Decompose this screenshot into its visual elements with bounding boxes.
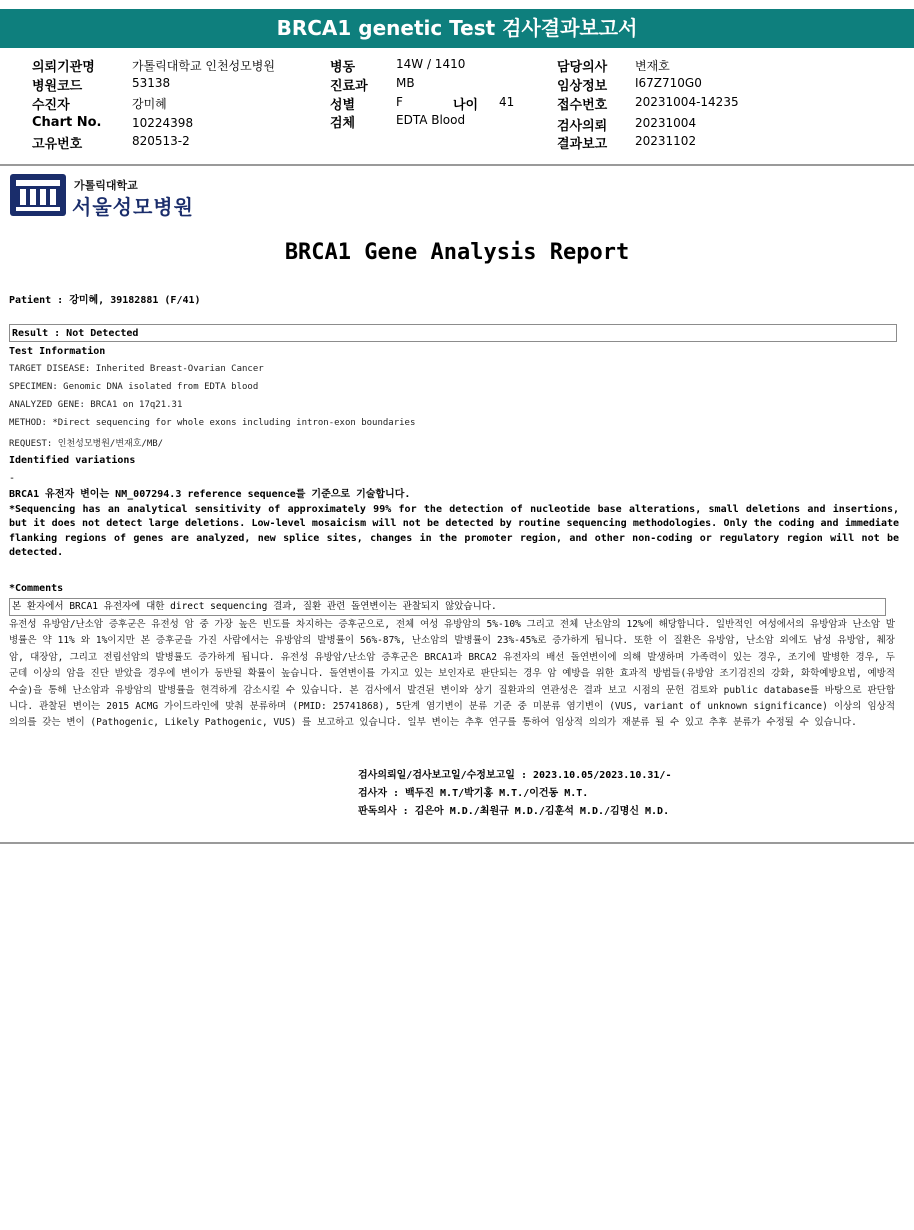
comment-summary-box: 본 환자에서 BRCA1 유전자에 대한 direct sequencing 결과, 질환 관련 돌연변이는 관찰되지 않았습니다. [9,598,886,616]
label-request-date: 검사의뢰 [557,119,608,134]
value-hospital-code: 53138 [132,76,171,90]
test-info-method: METHOD: *Direct sequencing for whole exons including intron-exon boundaries [9,418,416,428]
methodology-notes [9,488,899,561]
label-department: 진료과 [330,79,368,94]
report-dates-line: 검사의뢰일/검사보고일/수정보고일 : 2023.10.05/2023.10.31/- [358,770,672,781]
comments-heading: *Comments [9,583,64,594]
value-sex: F [396,95,403,109]
label-age: 나이 [453,98,479,113]
comment-body: 유전성 유방암/난소암 증후군은 유전성 암 중 가장 높은 빈도를 차지하는 증후군으로, 전체 여성 유방암의 5%-10% 그리고 전체 난소암의 12%에 해당합니다. 일반적인 여성에서의 유방암과 난소암 발병률은 약 11% 와 1%이지만 본 증후군을 가진 사람에서는 유방암의 발병률이 56%-87%, 난소암의 발병률이 23%-45%로 증가하게 됩니다. 또한 이 질환은 유방암, 난소암 외에도 남성 유방암, 췌장암, 대장암, 그리고 전립선암의 발병률도 증가하게 됩니다. 유전성 유방암/난소암 증후군은 BRCA1과 BRCA2 유전자의 배선 돌연변이에 의해 발생하며 가족력이 있는 경우, 조기에 발병한 경우, 두 군데 이상의 암을 진단 받았을 경우에 변이가 동반될 확률이 높습니다. 돌연변이를 가지고 있는 보인자로 판단되는 경우 암 예방을 위한 효과적 방법들(유방암 조기검진의 강화, 화학예방요법, 예방적 수술)을 통해 난소암과 유방암의 발병률을 현격하게 감소시킬 수 있습니다. 본 검사에서 발견된 변이와 상기 질환과의 연관성은 결과 보고 시점의 문헌 검토와 public database를 바탕으로 판단합니다. 관찰된 변이는 2015 ACMG 가이드라인에 맞춰 분류하며 (PMID: 25741868), 5단계 염기변이 분류 기준 중 미분류 염기변이 (VUS, variant of unknown significance) 이상의 임상적 의의를 갖는 변이 (Pathogenic, Likely Pathogenic, VUS) 를 보고하고 있습니다. 일부 변이는 추후 연구를 통하여 임상적 의의가 재분류 될 수 있고 추후 분류가 수정될 수 있습니다. [9,619,895,729]
test-info-analyzed-gene: ANALYZED GENE: BRCA1 on 17q21.31 [9,400,183,410]
test-info-target-disease: TARGET DISEASE: Inherited Breast-Ovarian Cancer [9,364,264,374]
reading-physician-line: 판독의사 : 김은아 M.D./최원규 M.D./김훈석 M.D./김명신 M.D. [358,806,670,817]
label-physician: 담당의사 [557,60,608,75]
value-receipt-number: 20231004-14235 [635,95,739,109]
value-department: MB [396,76,415,90]
label-clinical-info: 임상정보 [557,79,608,94]
value-physician: 변재호 [635,59,670,73]
value-ward: 14W / 1410 [396,57,466,71]
value-clinical-info: I67Z710G0 [635,76,702,90]
patient-info-table [0,56,914,152]
value-requesting-institution: 가톨릭대학교 인천성모병원 [132,59,275,73]
test-info-request: REQUEST: 인천성모병원/변재호/MB/ [9,439,164,449]
label-requesting-institution: 의뢰기관명 [32,60,95,75]
reference-sequence-note: BRCA1 유전자 변이는 NM_007294.3 reference sequence를 기준으로 기술합니다. [9,489,411,500]
label-examinee: 수진자 [32,98,70,113]
value-age: 41 [499,95,515,109]
identified-variations-heading: Identified variations [9,455,136,466]
result-box: Result : Not Detected [9,324,897,342]
identified-variations-value: - [9,473,16,484]
label-receipt-number: 접수번호 [557,98,608,113]
value-specimen: EDTA Blood [396,113,466,127]
value-report-date: 20231102 [635,134,697,148]
label-ward: 병동 [330,60,356,75]
report-header-title: BRCA1 genetic Test 검사결과보고서 [0,9,914,48]
label-specimen: 검체 [330,116,356,131]
hospital-emblem-icon [10,174,66,216]
value-examinee: 강미혜 [132,97,167,111]
logo-hospital-name: 서울성모병원 [72,195,194,219]
footer-divider [0,842,914,844]
value-unique-number: 820513-2 [132,134,190,148]
value-request-date: 20231004 [635,116,697,130]
patient-line: Patient : 강미혜, 39182881 (F/41) [9,295,201,306]
label-chart-no: Chart No. [32,115,102,130]
test-information-heading: Test Information [9,346,106,357]
sensitivity-note: *Sequencing has an analytical sensitivity of approximately 99% for the detection of nucleotide base alterations, small deletions and insertions, but it does not detect large deletions. Low-level mosaicism will not be detected by routine sequencing methodologies. Only the coding and immediate flanking regions of genes are analyzed, new splice sites, changes in the promoter region, and other non-coding or regulatory region will not be detected. [9,503,899,558]
section-divider [0,164,914,166]
value-chart-no: 10224398 [132,116,194,130]
test-info-specimen: SPECIMEN: Genomic DNA isolated from EDTA blood [9,382,259,392]
label-unique-number: 고유번호 [32,137,83,152]
report-title: BRCA1 Gene Analysis Report [284,240,630,265]
hospital-logo [10,174,220,218]
label-sex: 성별 [330,98,356,113]
logo-university-text: 가톨릭대학교 [74,179,138,192]
label-hospital-code: 병원코드 [32,79,83,94]
examiner-line: 검사자 : 백두진 M.T/박기홍 M.T./이건동 M.T. [358,788,589,799]
label-report-date: 결과보고 [557,137,608,152]
